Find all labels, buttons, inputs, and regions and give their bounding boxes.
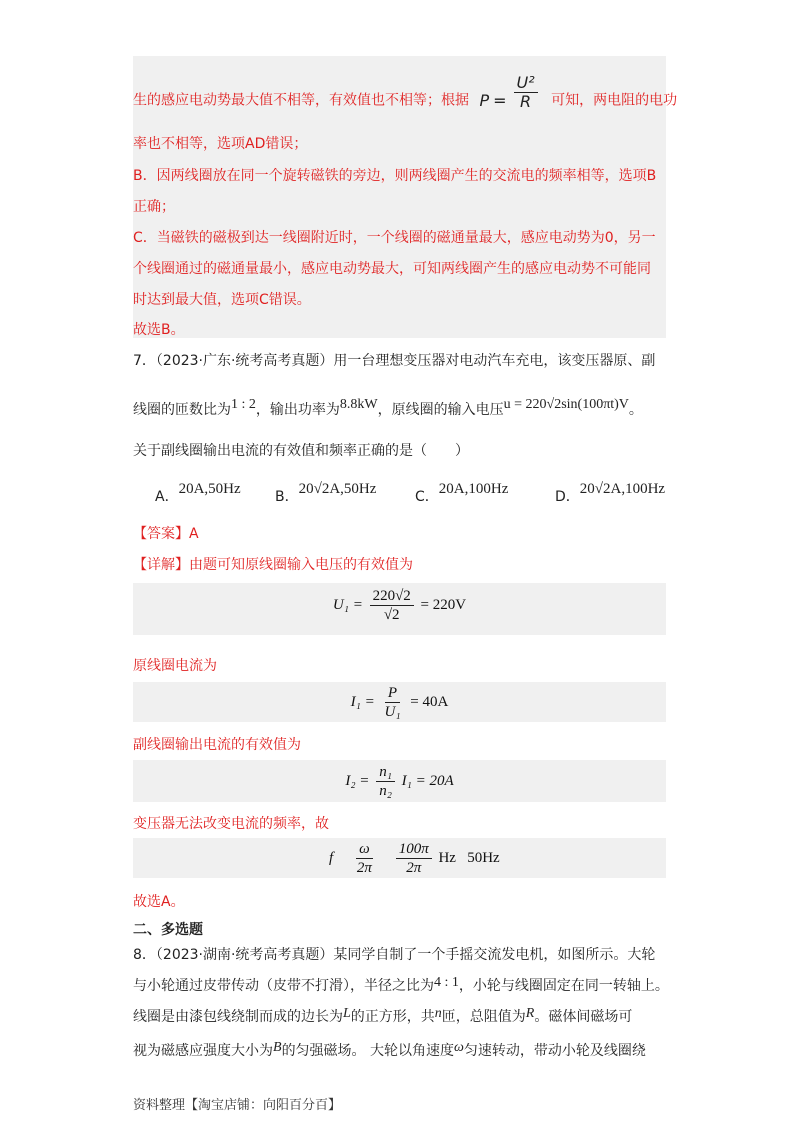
eq-den: U₁	[384, 704, 401, 720]
eq-rhs: Hz 50Hz	[438, 849, 500, 866]
q7-ratio: 1 : 2	[231, 397, 256, 412]
equation-2	[133, 684, 666, 721]
solution-line-2: 率也不相等，选项AD错误；	[133, 136, 308, 152]
eq-fraction	[370, 587, 414, 624]
eq-lhs: f	[329, 849, 334, 866]
q8-line-4	[133, 1041, 646, 1062]
q7-line-1: 7．（2023·广东·统考高考真题）用一台理想变压器对电动汽车充电，该变压器原、副	[133, 353, 656, 369]
eq-rhs: I₁ = 20A	[401, 772, 454, 789]
eq-lhs: I₂ =	[345, 772, 370, 789]
option-value: 20√2A,100Hz	[579, 481, 666, 497]
q8-line-3	[133, 1007, 632, 1028]
q8-text: 线圈是由漆包线绕制而成的边长为	[133, 1009, 343, 1025]
power-formula	[479, 73, 540, 119]
option-letter: B．	[275, 489, 299, 505]
q7-text: 线圈的匝数比为	[133, 402, 231, 418]
eq-rhs: = 220V	[420, 596, 467, 613]
solution-line-4: 正确；	[133, 199, 175, 215]
q7-text: ，输出功率为	[255, 402, 340, 418]
solution-line-8: 故选B。	[133, 322, 185, 338]
option-c[interactable]	[415, 478, 509, 505]
detail-tag: 【详解】	[133, 557, 189, 573]
q7-text: ，原线圈的输入电压	[377, 402, 504, 418]
q7-line-3: 关于副线圈输出电流的有效值和频率正确的是（ ）	[133, 443, 469, 459]
q8-text: ，小轮与线圈固定在同一转轴上。	[458, 978, 669, 994]
q8-var: L	[343, 1006, 351, 1021]
eq-den: √2	[383, 607, 400, 623]
solution-line-1	[133, 73, 678, 119]
solution-line-5: C．当磁铁的磁极到达一线圈附近时，一个线圈的磁通量最大，感应电动势为0，另一	[133, 230, 656, 246]
eq-den: 2π	[406, 860, 422, 876]
q8-line-1: 8．（2023·湖南·统考高考真题）某同学自制了一个手摇交流发电机，如图所示。大轮	[133, 947, 656, 963]
text-frequency: 变压器无法改变电流的频率，故	[133, 816, 329, 832]
final-answer: 故选A。	[133, 894, 185, 910]
option-value: 20A,50Hz	[178, 481, 241, 497]
option-b[interactable]	[275, 478, 377, 505]
eq-fraction	[376, 763, 395, 800]
answer-label: 【答案】A	[133, 526, 199, 542]
q8-line-2	[133, 976, 669, 997]
q8-text: 。磁体间磁场可	[534, 1009, 633, 1025]
option-value: 20A,100Hz	[438, 481, 509, 497]
page-footer: 资料整理【淘宝店铺：向阳百分百】	[133, 1098, 342, 1113]
option-letter: A．	[155, 489, 179, 505]
eq-den: 2π	[356, 860, 372, 876]
eq-lhs: U₁ =	[332, 596, 363, 613]
q8-ratio: 4 : 1	[434, 975, 459, 990]
formula-eq: =	[493, 90, 507, 110]
eq-rhs: = 40A	[410, 693, 449, 710]
q8-text: 视为磁感应强度大小为	[133, 1043, 273, 1059]
equation-3	[133, 763, 666, 800]
solution-text: 可知，两电阻的电功	[551, 92, 678, 109]
eq-lhs: I₁ =	[350, 693, 375, 710]
q8-text: 匀速转动，带动小轮及线圈绕	[463, 1043, 646, 1059]
eq-fraction	[381, 684, 403, 721]
q8-text: 匝，总阻值为	[441, 1009, 526, 1025]
q7-line-2	[133, 397, 643, 421]
eq-num: P	[385, 684, 400, 703]
q8-text: 的正方形，共	[350, 1009, 435, 1025]
eq-num: 220√2	[370, 587, 414, 606]
eq-num: n₁	[376, 763, 395, 782]
formula-den: R	[520, 92, 532, 111]
option-d[interactable]	[555, 478, 666, 505]
q8-var: ω	[454, 1040, 464, 1055]
solution-text: 生的感应电动势最大值不相等，有效值也不相等；根据	[133, 92, 469, 109]
formula-fraction	[514, 74, 538, 111]
eq-num: ω	[356, 840, 373, 859]
eq-num: 100π	[396, 840, 432, 859]
detail-line	[133, 555, 413, 575]
formula-p: P	[479, 90, 490, 110]
q8-text: 与小轮通过皮带传动（皮带不打滑），半径之比为	[133, 978, 434, 994]
text-secondary-current: 副线圈输出电流的有效值为	[133, 737, 301, 753]
eq-den: n₂	[379, 783, 392, 799]
q8-text: 的匀强磁场。 大轮以角速度	[281, 1043, 455, 1059]
option-letter: C．	[415, 489, 439, 505]
q8-var: B	[273, 1040, 282, 1055]
eq-fraction	[354, 840, 375, 877]
equation-4	[133, 840, 666, 877]
formula-num: U²	[514, 74, 538, 93]
solution-line-6: 个线圈通过的磁通量最小，感应电动势最大，可知两线圈产生的感应电动势不可能同	[133, 261, 651, 277]
q7-text: 。	[628, 402, 643, 418]
solution-line-3: B．因两线圈放在同一个旋转磁铁的旁边，则两线圈产生的交流电的频率相等，选项B	[133, 168, 657, 184]
text-primary-current: 原线圈电流为	[133, 658, 217, 674]
q8-var: R	[525, 1006, 535, 1021]
option-letter: D．	[555, 489, 580, 505]
q7-power: 8.8kW	[339, 397, 378, 412]
equation-1	[133, 587, 666, 624]
option-value: 20√2A,50Hz	[298, 481, 377, 497]
q7-voltage: u = 220√2sin(100πt)V	[503, 397, 629, 412]
solution-line-7: 时达到最大值，选项C错误。	[133, 292, 311, 308]
section-title: 二、多选题	[133, 922, 203, 938]
eq-fraction	[396, 840, 432, 877]
detail-text: 由题可知原线圈输入电压的有效值为	[189, 557, 413, 573]
q8-var: n	[434, 1006, 442, 1021]
option-a[interactable]	[155, 478, 241, 505]
